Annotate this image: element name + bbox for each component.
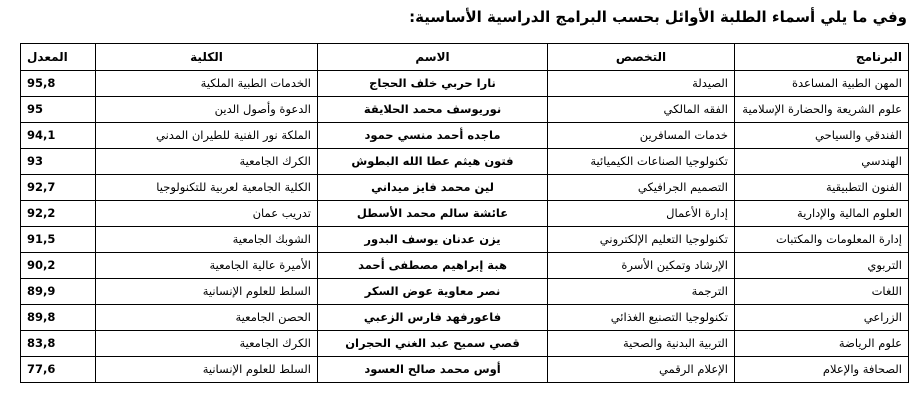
cell-specialization: الفقه المالكي	[548, 97, 735, 123]
cell-specialization: تكنولوجيا التعليم الإلكتروني	[548, 227, 735, 253]
table-row	[21, 331, 909, 357]
cell-specialization: التصميم الجرافيكي	[548, 175, 735, 201]
cell-program: المهن الطبية المساعدة	[735, 71, 909, 97]
cell-student-name: فاعورفهد فارس الزعبي	[318, 305, 548, 331]
cell-student-name: عائشة سالم محمد الأسطل	[318, 201, 548, 227]
cell-student-name: نوريوسف محمد الحلايقة	[318, 97, 548, 123]
cell-average: 95	[21, 97, 96, 123]
cell-college: تدريب عمان	[96, 201, 318, 227]
header-college: الكلية	[96, 44, 318, 71]
table-row	[21, 227, 909, 253]
header-specialization: التخصص	[548, 44, 735, 71]
table-row	[21, 357, 909, 383]
cell-specialization: خدمات المسافرين	[548, 123, 735, 149]
cell-college: الشوبك الجامعية	[96, 227, 318, 253]
cell-student-name: لين محمد فايز ميداني	[318, 175, 548, 201]
cell-program: علوم الشريعة والحضارة الإسلامية	[735, 97, 909, 123]
cell-specialization: الإرشاد وتمكين الأسرة	[548, 253, 735, 279]
cell-average: 77,6	[21, 357, 96, 383]
header-program: البرنامج	[735, 44, 909, 71]
section-heading: وفي ما يلي أسماء الطلبة الأوائل بحسب البرامج الدراسية الأساسية:	[409, 8, 907, 26]
cell-average: 94,1	[21, 123, 96, 149]
cell-average: 89,8	[21, 305, 96, 331]
cell-student-name: فتون هيثم عطا الله البطوش	[318, 149, 548, 175]
cell-student-name: أوس محمد صالح العسود	[318, 357, 548, 383]
cell-college: الحصن الجامعية	[96, 305, 318, 331]
cell-college: الكلية الجامعية لعربية للتكنولوجيا	[96, 175, 318, 201]
table-header-row	[21, 44, 909, 71]
cell-program: التربوي	[735, 253, 909, 279]
cell-program: الهندسي	[735, 149, 909, 175]
cell-college: السلط للعلوم الإنسانية	[96, 357, 318, 383]
cell-college: الكرك الجامعية	[96, 331, 318, 357]
cell-specialization: تكنولوجيا التصنيع الغذائي	[548, 305, 735, 331]
cell-program: الفنون التطبيقية	[735, 175, 909, 201]
cell-average: 92,7	[21, 175, 96, 201]
cell-average: 89,9	[21, 279, 96, 305]
table-row	[21, 201, 909, 227]
table-row	[21, 279, 909, 305]
cell-student-name: قصي سميح عبد الغني الحجران	[318, 331, 548, 357]
cell-program: الزراعي	[735, 305, 909, 331]
cell-college: الدعوة وأصول الدين	[96, 97, 318, 123]
table-body	[21, 71, 909, 383]
cell-average: 95,8	[21, 71, 96, 97]
header-average: المعدل	[21, 44, 96, 71]
cell-average: 91,5	[21, 227, 96, 253]
cell-specialization: تكنولوجيا الصناعات الكيميائية	[548, 149, 735, 175]
cell-program: الفندقي والسياحي	[735, 123, 909, 149]
table-row	[21, 253, 909, 279]
cell-program: علوم الرياضة	[735, 331, 909, 357]
table-row	[21, 71, 909, 97]
cell-student-name: يزن عدنان يوسف البدور	[318, 227, 548, 253]
cell-average: 92,2	[21, 201, 96, 227]
header-name: الاسم	[318, 44, 548, 71]
cell-student-name: نصر معاوية عوض السكر	[318, 279, 548, 305]
cell-student-name: هبة إبراهيم مصطفى أحمد	[318, 253, 548, 279]
cell-college: الملكة نور الفنية للطيران المدني	[96, 123, 318, 149]
cell-average: 93	[21, 149, 96, 175]
cell-average: 90,2	[21, 253, 96, 279]
cell-college: السلط للعلوم الإنسانية	[96, 279, 318, 305]
table-row	[21, 175, 909, 201]
cell-program: العلوم المالية والإدارية	[735, 201, 909, 227]
cell-specialization: الإعلام الرقمي	[548, 357, 735, 383]
cell-specialization: الترجمة	[548, 279, 735, 305]
cell-program: الصحافة والإعلام	[735, 357, 909, 383]
cell-college: الخدمات الطبية الملكية	[96, 71, 318, 97]
table-row	[21, 123, 909, 149]
table-row	[21, 305, 909, 331]
cell-program: اللغات	[735, 279, 909, 305]
cell-specialization: التربية البدنية والصحية	[548, 331, 735, 357]
table-row	[21, 149, 909, 175]
table-row	[21, 97, 909, 123]
cell-specialization: الصيدلة	[548, 71, 735, 97]
top-students-table	[20, 43, 909, 383]
cell-specialization: إدارة الأعمال	[548, 201, 735, 227]
cell-college: الأميرة عالية الجامعية	[96, 253, 318, 279]
cell-student-name: ماجده أحمد منسي حمود	[318, 123, 548, 149]
cell-average: 83,8	[21, 331, 96, 357]
cell-college: الكرك الجامعية	[96, 149, 318, 175]
cell-student-name: نارا حربي خلف الحجاج	[318, 71, 548, 97]
cell-program: إدارة المعلومات والمكتبات	[735, 227, 909, 253]
